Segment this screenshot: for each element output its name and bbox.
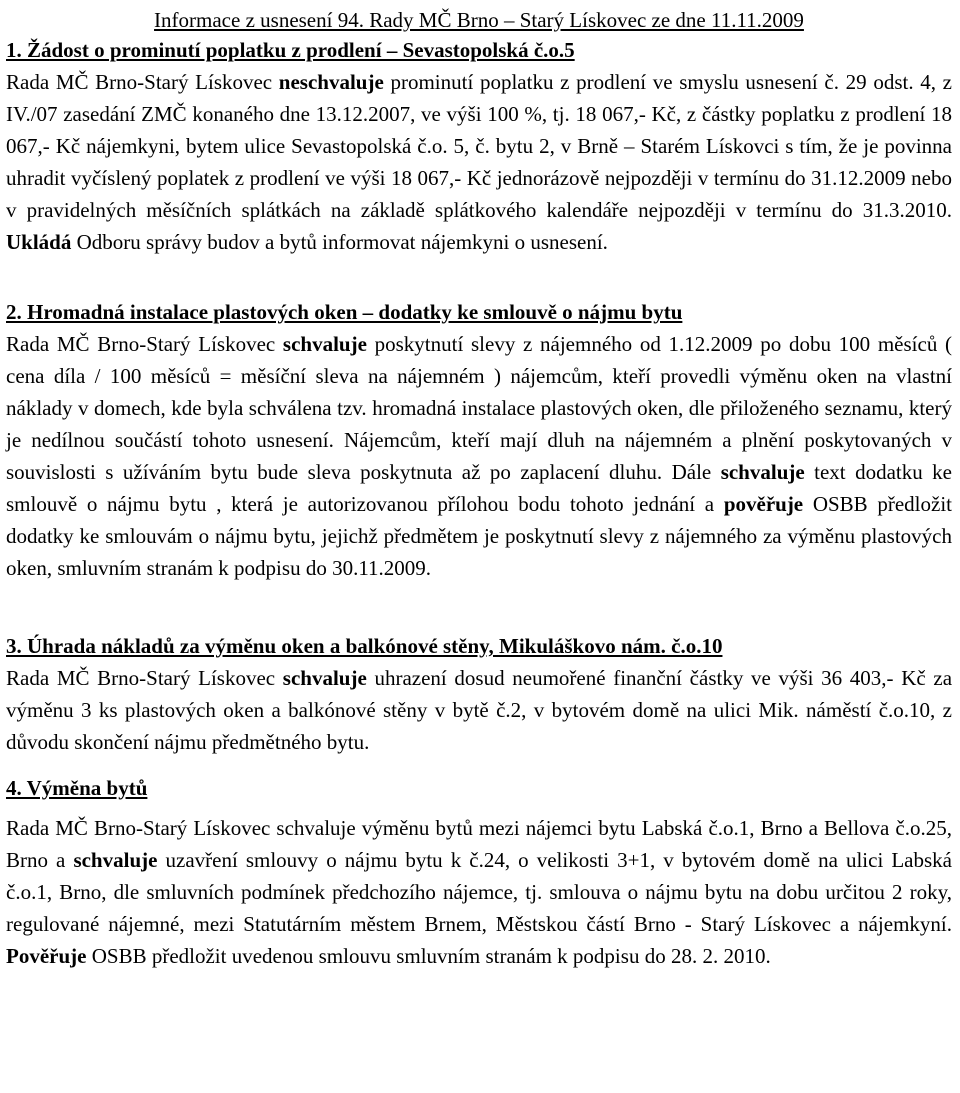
section-4-title: 4. Výměna bytů	[6, 776, 148, 800]
section-1-text-a: Rada MČ Brno-Starý Lískovec	[6, 70, 279, 94]
section-4-text-a: Rada MČ Brno-Starý Lískovec schvaluje výměnu bytů mezi nájemci bytu Labská č.o.1, Brno a Bellova č.o.25, Brno a	[6, 816, 952, 872]
section-2-text-d: OSBB předložit dodatky ke smlouvám o nájmu bytu, jejichž předmětem je poskytnutí slevy z nájemného za výměnu plastových oken, smluvním stranám k podpisu do 30.11.2009.	[6, 492, 952, 580]
section-4-keyword-schvaluje: schvaluje	[73, 848, 158, 872]
section-3-text-a: Rada MČ Brno-Starý Lískovec	[6, 666, 283, 690]
section-2-text-a: Rada MČ Brno-Starý Lískovec	[6, 332, 283, 356]
section-2-text-c: text dodatku ke smlouvě o nájmu bytu , která je autorizovanou přílohou bodu tohoto jednání a	[6, 460, 953, 516]
section-4-text	[6, 812, 952, 972]
section-2-text-b: poskytnutí slevy z nájemného od 1.12.2009 po dobu 100 měsíců ( cena díla / 100 měsíců = měsíční sleva na nájemném ) nájemcům, kteří provedli výměnu oken na vlastní náklady v domech, kde byla schválena tzv. hromadná instalace plastových oken, dle přiloženého seznamu, který je nedílnou součástí tohoto usnesení. Nájemcům, kteří mají dluh na nájemném a plnění poskytovaných v souvislosti s užíváním bytu bude sleva poskytnuta až po zaplacení dluhu. Dále	[6, 332, 953, 484]
document-header: Informace z usnesení 94. Rady MČ Brno – Starý Lískovec ze dne 11.11.2009	[154, 8, 804, 32]
section-2-keyword-schvaluje-2: schvaluje	[720, 460, 805, 484]
section-4-keyword-poveruje: Pověřuje	[6, 944, 87, 968]
section-1-keyword-uklada: Ukládá	[6, 230, 72, 254]
section-3-text-b: uhrazení dosud neumořené finanční částky ve výši 36 403,- Kč za výměnu 3 ks plastových oken a balkónové stěny v bytě č.2, v bytovém domě na ulici Mik. náměstí č.o.10, z důvodu skončení nájmu předmětného bytu.	[6, 666, 953, 754]
section-4-text-b: uzavření smlouvy o nájmu bytu k č.24, o velikosti 3+1, v bytovém domě na ulici Labská č.o.1, Brno, dle smluvních podmínek předchozího nájemce, tj. smlouva o nájmu bytu na dobu určitou 2 roky, regulované nájemné, mezi Statutárním městem Brnem, Městskou částí Brno - Starý Lískovec a nájemkyní.	[6, 848, 952, 936]
section-2-text	[6, 328, 952, 584]
section-1-keyword-neschvaluje: neschvaluje	[278, 70, 384, 94]
section-2-keyword-schvaluje: schvaluje	[282, 332, 367, 356]
section-1-title: 1. Žádost o prominutí poplatku z prodlení – Sevastopolská č.o.5	[6, 38, 575, 62]
section-3-text	[6, 662, 952, 758]
section-3-keyword-schvaluje: schvaluje	[282, 666, 367, 690]
section-1-text	[6, 66, 952, 258]
section-2-keyword-poveruje: pověřuje	[723, 492, 804, 516]
section-2-title: 2. Hromadná instalace plastových oken – dodatky ke smlouvě o nájmu bytu	[6, 300, 683, 324]
section-1-text-b: prominutí poplatku z prodlení ve smyslu usnesení č. 29 odst. 4, z IV./07 zasedání ZMČ konaného dne 13.12.2007, ve výši 100 %, tj. 18 067,- Kč, z částky poplatku z prodlení 18 067,- Kč nájemkyni, bytem ulice Sevastopolská č.o. 5, č. bytu 2, v Brně – Starém Lískovci s tím, že je povinna uhradit vyčíslený poplatek z prodlení ve výši 18 067,- Kč jednorázově nejpozději v termínu do 31.12.2009 nebo v pravidelných měsíčních splátkách na základě splátkového kalendáře nejpozději v termínu do 31.3.2010.	[6, 70, 952, 222]
section-1-text-c: Odboru správy budov a bytů informovat nájemkyni o usnesení.	[71, 230, 608, 254]
section-4-text-c: OSBB předložit uvedenou smlouvu smluvním stranám k podpisu do 28. 2. 2010.	[86, 944, 771, 968]
section-3-title: 3. Úhrada nákladů za výměnu oken a balkónové stěny, Mikuláškovo nám. č.o.10	[6, 634, 723, 658]
